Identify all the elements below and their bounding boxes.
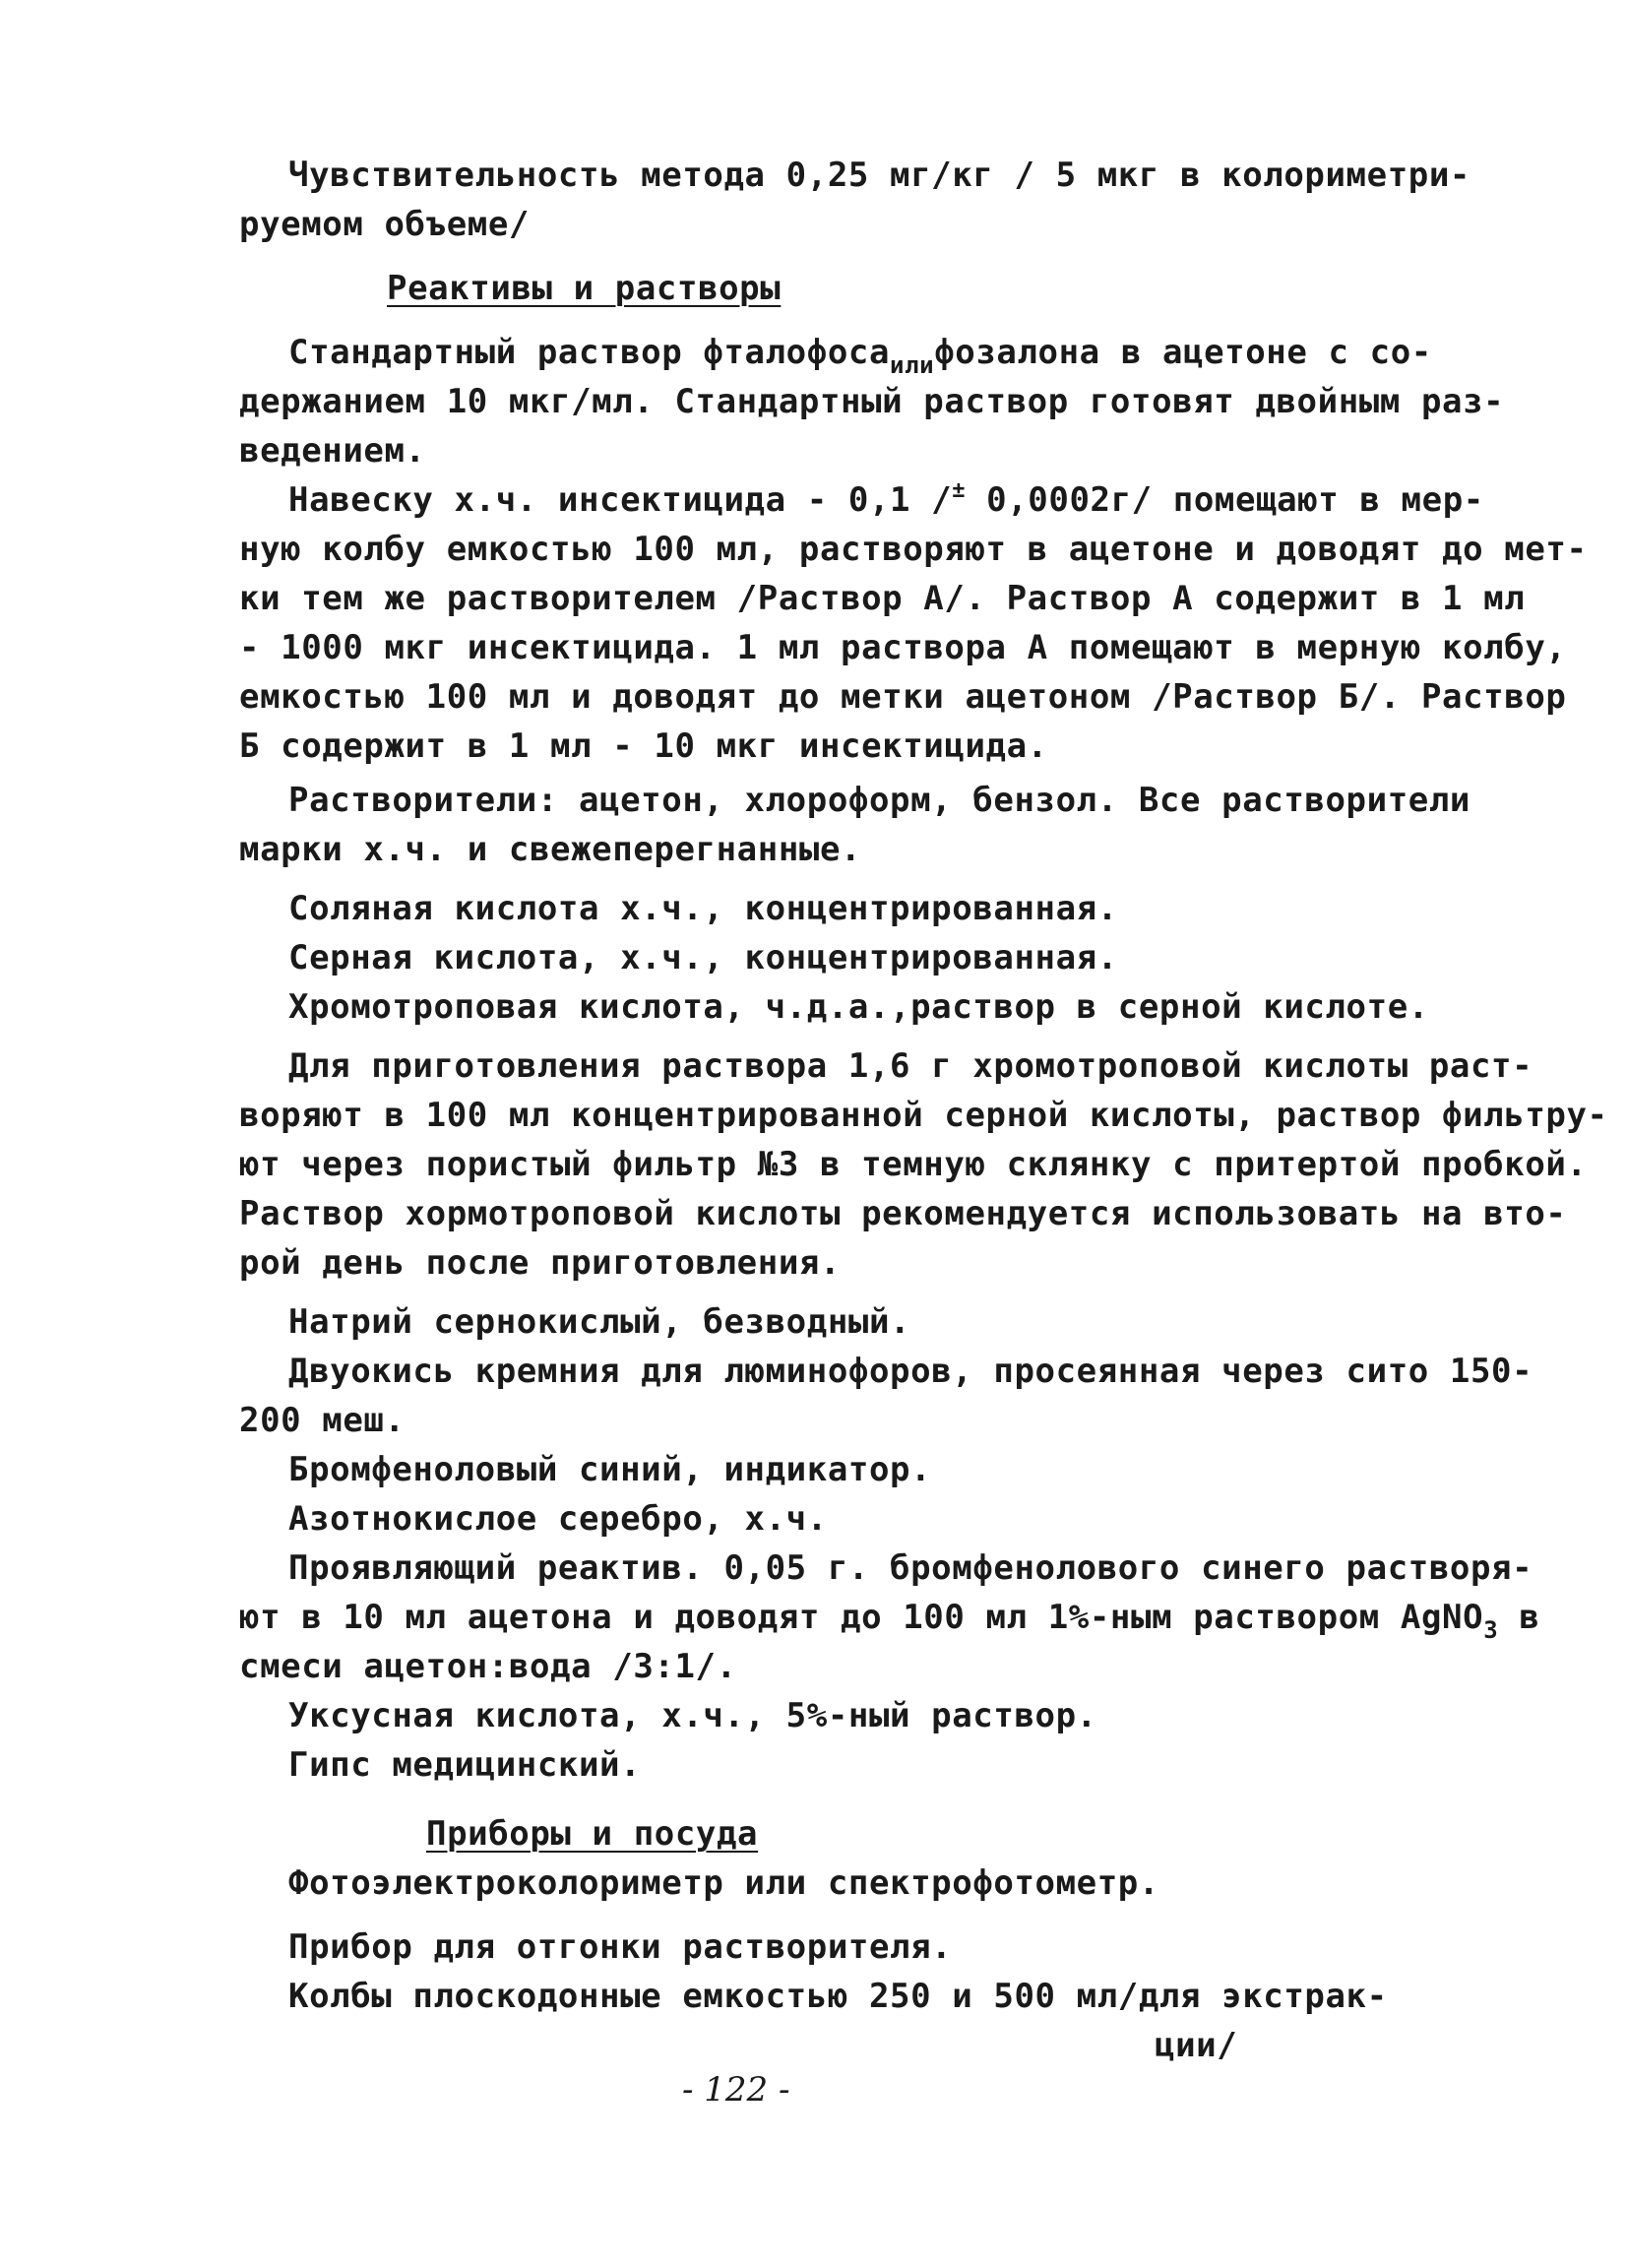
text-line: Проявляющий реактив. 0,05 г. бромфенолового синего растворя- (288, 1548, 1533, 1588)
text-line: Раствор хормотроповой кислоты рекомендуется использовать на вто- (239, 1194, 1567, 1233)
text-line: - 1000 мкг инсектицида. 1 мл раствора А помещают в мерную колбу, (239, 628, 1567, 667)
section-heading-reagents: Реактивы и растворы (387, 269, 782, 308)
text-line: ции/ (1155, 2026, 1238, 2065)
text-line: Серная кислота, х.ч., концентрированная. (288, 938, 1118, 977)
text-line: Для приготовления раствора 1,6 г хромотроповой кислоты раст- (288, 1046, 1533, 1086)
text-line (239, 1598, 1540, 1644)
text-line: руемом объеме/ (239, 205, 530, 244)
text-line: Растворители: ацетон, хлороформ, бензол. Все растворители (288, 781, 1471, 820)
text-line: Чувствительность метода 0,25 мг/кг / 5 мкг в колориметри- (288, 156, 1471, 195)
text-line: ведением. (239, 431, 426, 471)
text-line: Натрий сернокислый, безводный. (288, 1302, 911, 1342)
text-line: Уксусная кислота, х.ч., 5%-ный раствор. (288, 1696, 1097, 1735)
text-line: смеси ацетон:вода /3:1/. (239, 1647, 737, 1686)
text-line: ки тем же растворителем /Раствор А/. Раствор А содержит в 1 мл (239, 579, 1526, 618)
text-line: Б содержит в 1 мл - 10 мкг инсектицида. (239, 726, 1048, 766)
text-line: Хромотроповая кислота, ч.д.а.,раствор в серной кислоте. (288, 987, 1429, 1027)
text-line: Бромфеноловый синий, индикатор. (288, 1450, 932, 1489)
text-span: 0,0002г/ помещают в мер- (966, 480, 1484, 520)
text-span: фозалона в ацетоне с со- (934, 333, 1432, 372)
text-line: Гипс медицинский. (288, 1745, 642, 1785)
text-span: Навеску х.ч. инсектицида - 0,1 / (288, 480, 953, 520)
text-line: рой день после приготовления. (239, 1243, 842, 1283)
superscript-text: ± (952, 478, 967, 503)
subscript-text: или (890, 351, 935, 379)
text-line: держанием 10 мкг/мл. Стандартный раствор готовят двойным раз- (239, 382, 1505, 421)
text-line: 200 меш. (239, 1401, 406, 1440)
section-heading-instruments: Приборы и посуда (426, 1814, 759, 1854)
text-span: Стандартный раствор фталофоса (288, 333, 891, 372)
text-line: Фотоэлектроколориметр или спектрофотометр. (288, 1863, 1159, 1903)
text-line: Двуокись кремния для люминофоров, просеянная через сито 150- (288, 1352, 1533, 1391)
text-span: ют в 10 мл ацетона и доводят до 100 мл 1%-ным раствором AgNO (239, 1598, 1484, 1637)
text-line: емкостью 100 мл и доводят до метки ацетоном /Раствор Б/. Раствор (239, 677, 1567, 717)
text-line (288, 480, 1484, 525)
text-line: Азотнокислое серебро, х.ч. (288, 1499, 828, 1539)
text-line: ную колбу емкостью 100 мл, растворяют в ацетоне и доводят до мет- (239, 530, 1588, 569)
page-number: - 122 - (682, 2070, 790, 2110)
subscript-text: 3 (1483, 1616, 1499, 1644)
text-line: марки х.ч. и свежеперегнанные. (239, 830, 862, 869)
text-line (288, 333, 1432, 379)
text-line: воряют в 100 мл концентрированной серной кислоты, раствор фильтру- (239, 1096, 1608, 1135)
text-line: Прибор для отгонки растворителя. (288, 1927, 953, 1967)
text-span: в (1498, 1598, 1540, 1637)
text-line: Соляная кислота х.ч., концентрированная. (288, 889, 1118, 928)
text-line: Колбы плоскодонные емкостью 250 и 500 мл/для экстрак- (288, 1977, 1388, 2016)
text-line: ют через пористый фильтр №3 в темную склянку с притертой пробкой. (239, 1145, 1588, 1184)
